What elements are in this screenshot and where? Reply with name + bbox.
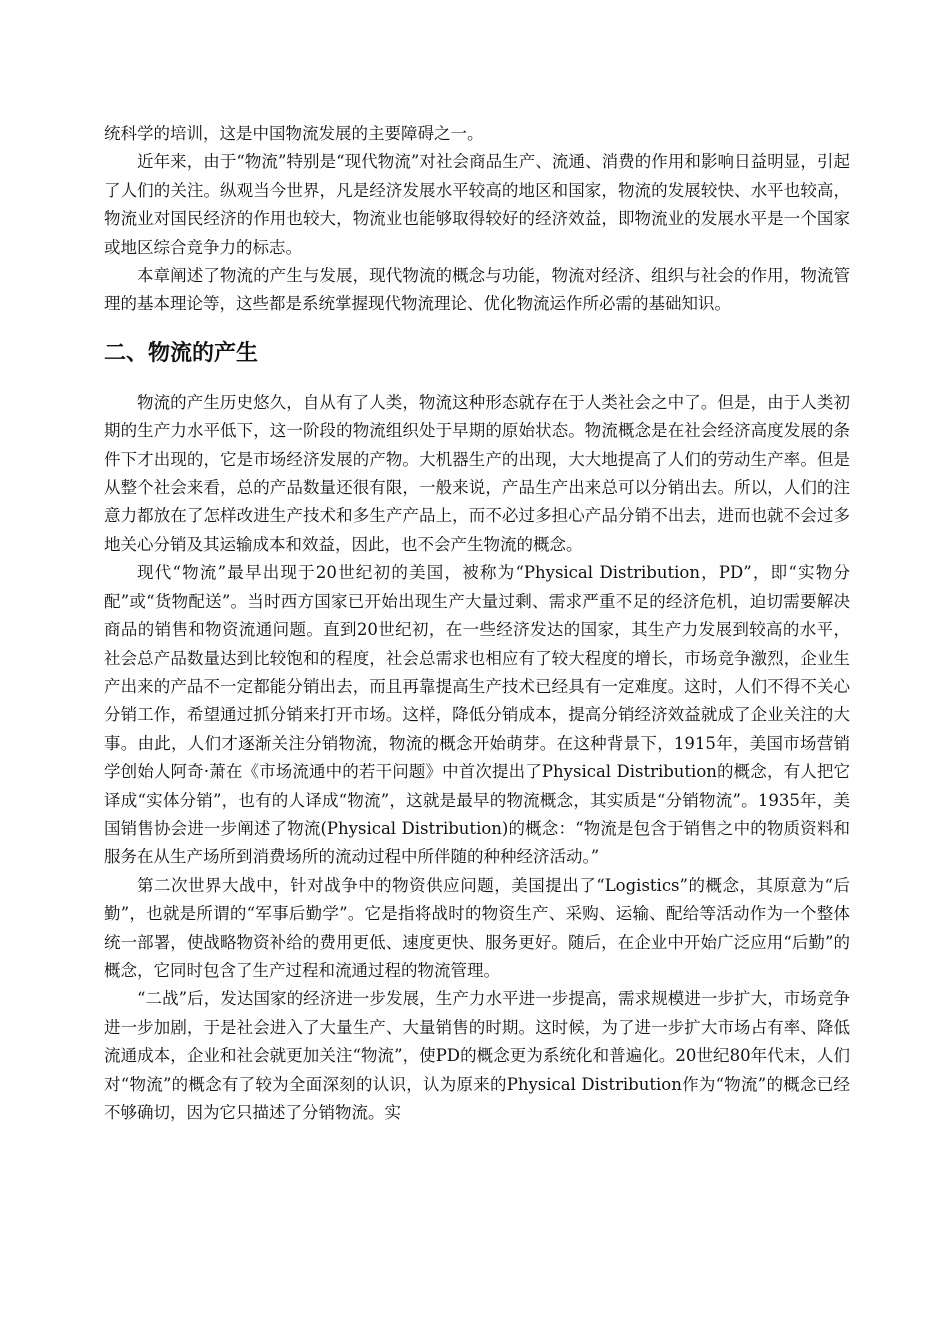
paragraph-chapter-overview: 本章阐述了物流的产生与发展，现代物流的概念与功能，物流对经济、组织与社会的作用，物流管理的基本理论等，这些都是系统掌握现代物流理论、优化物流运作所必需的基础知识。 bbox=[104, 266, 850, 314]
section-heading: 二、物流的产生 bbox=[104, 340, 259, 366]
paragraph-intro-recent-years: 近年来，由于“物流”特别是“现代物流”对社会商品生产、流通、消费的作用和影响日益明显，引起了人们的关注。纵观当今世界，凡是经济发展水平较高的地区和国家，物流的发展较快、水平也较高，物流业对国民经济的作用也较大，物流业也能够取得较好的经济效益，即物流业的发展水平是一个国家或地区综合竞争力的标志。 bbox=[104, 152, 850, 257]
paragraph-physical-distribution: 现代“物流”最早出现于20世纪初的美国，被称为“Physical Distribution，PD”，即“实物分配”或“货物配送”。当时西方国家已开始出现生产大量过剩、需求严重不足的经济危机，迫切需要解决商品的销售和物资流通问题。直到20世纪初，在一些经济发达的国家，其生产力发展到较高的水平，社会总产品数量达到比较饱和的程度，社会总需求也相应有了较大程度的增长，市场竞争激烈，企业生产出来的产品不一定都能分销出去，而且再靠提高生产技术已经具有一定难度。这时，人们不得不关心分销工作，希望通过抓分销来打开市场。这样，降低分销成本，提高分销经济效益就成了企业关注的大事。由此，人们才逐渐关注分销物流，物流的概念开始萌芽。在这种背景下，1915年，美国市场营销学创始人阿奇·萧在《市场流通中的若干问题》中首次提出了Physical Distribution的概念，有人把它译成“实体分销”，也有的人译成“物流”，这就是最早的物流概念，其实质是“分销物流”。1935年，美国销售协会进一步阐述了物流(Physical Distribution)的概念：“物流是包含于销售之中的物质资料和服务在从生产场所到消费场所的流动过程中所伴随的种种经济活动。” bbox=[104, 563, 850, 867]
paragraph-continuation: 统科学的培训，这是中国物流发展的主要障碍之一。 bbox=[104, 124, 484, 143]
paragraph-postwar-development: “二战”后，发达国家的经济进一步发展，生产力水平进一步提高，需求规模进一步扩大，市场竞争进一步加剧，于是社会进入了大量生产、大量销售的时期。这时候，为了进一步扩大市场占有率、降低流通成本，企业和社会就更加关注“物流”，使PD的概念更为系统化和普遍化。20世纪80年代末，人们对“物流”的概念有了较为全面深刻的认识，认为原来的Physical Distribution作为“物流”的概念已经不够确切，因为它只描述了分销物流。实 bbox=[104, 989, 850, 1122]
document-page bbox=[104, 120, 850, 1127]
paragraph-logistics-origin: 物流的产生历史悠久，自从有了人类，物流这种形态就存在于人类社会之中了。但是，由于人类初期的生产力水平低下，这一阶段的物流组织处于早期的原始状态。物流概念是在社会经济高度发展的条件下才出现的，它是市场经济发展的产物。大机器生产的出现，大大地提高了人们的劳动生产率。但是从整个社会来看，总的产品数量还很有限，一般来说，产品生产出来总可以分销出去。所以，人们的注意力都放在了怎样改进生产技术和多生产产品上，而不必过多担心产品分销不出去，进而也就不会过多地关心分销及其运输成本和效益，因此，也不会产生物流的概念。 bbox=[104, 392, 850, 554]
paragraph-wwii-logistics: 第二次世界大战中，针对战争中的物资供应问题，美国提出了“Logistics”的概念，其原意为“后勤”，也就是所谓的“军事后勤学”。它是指将战时的物资生产、采购、运输、配给等活动作为一个整体统一部署，使战略物资补给的费用更低、速度更快、服务更好。随后，在企业中开始广泛应用“后勤”的概念，它同时包含了生产过程和流通过程的物流管理。 bbox=[104, 875, 850, 980]
